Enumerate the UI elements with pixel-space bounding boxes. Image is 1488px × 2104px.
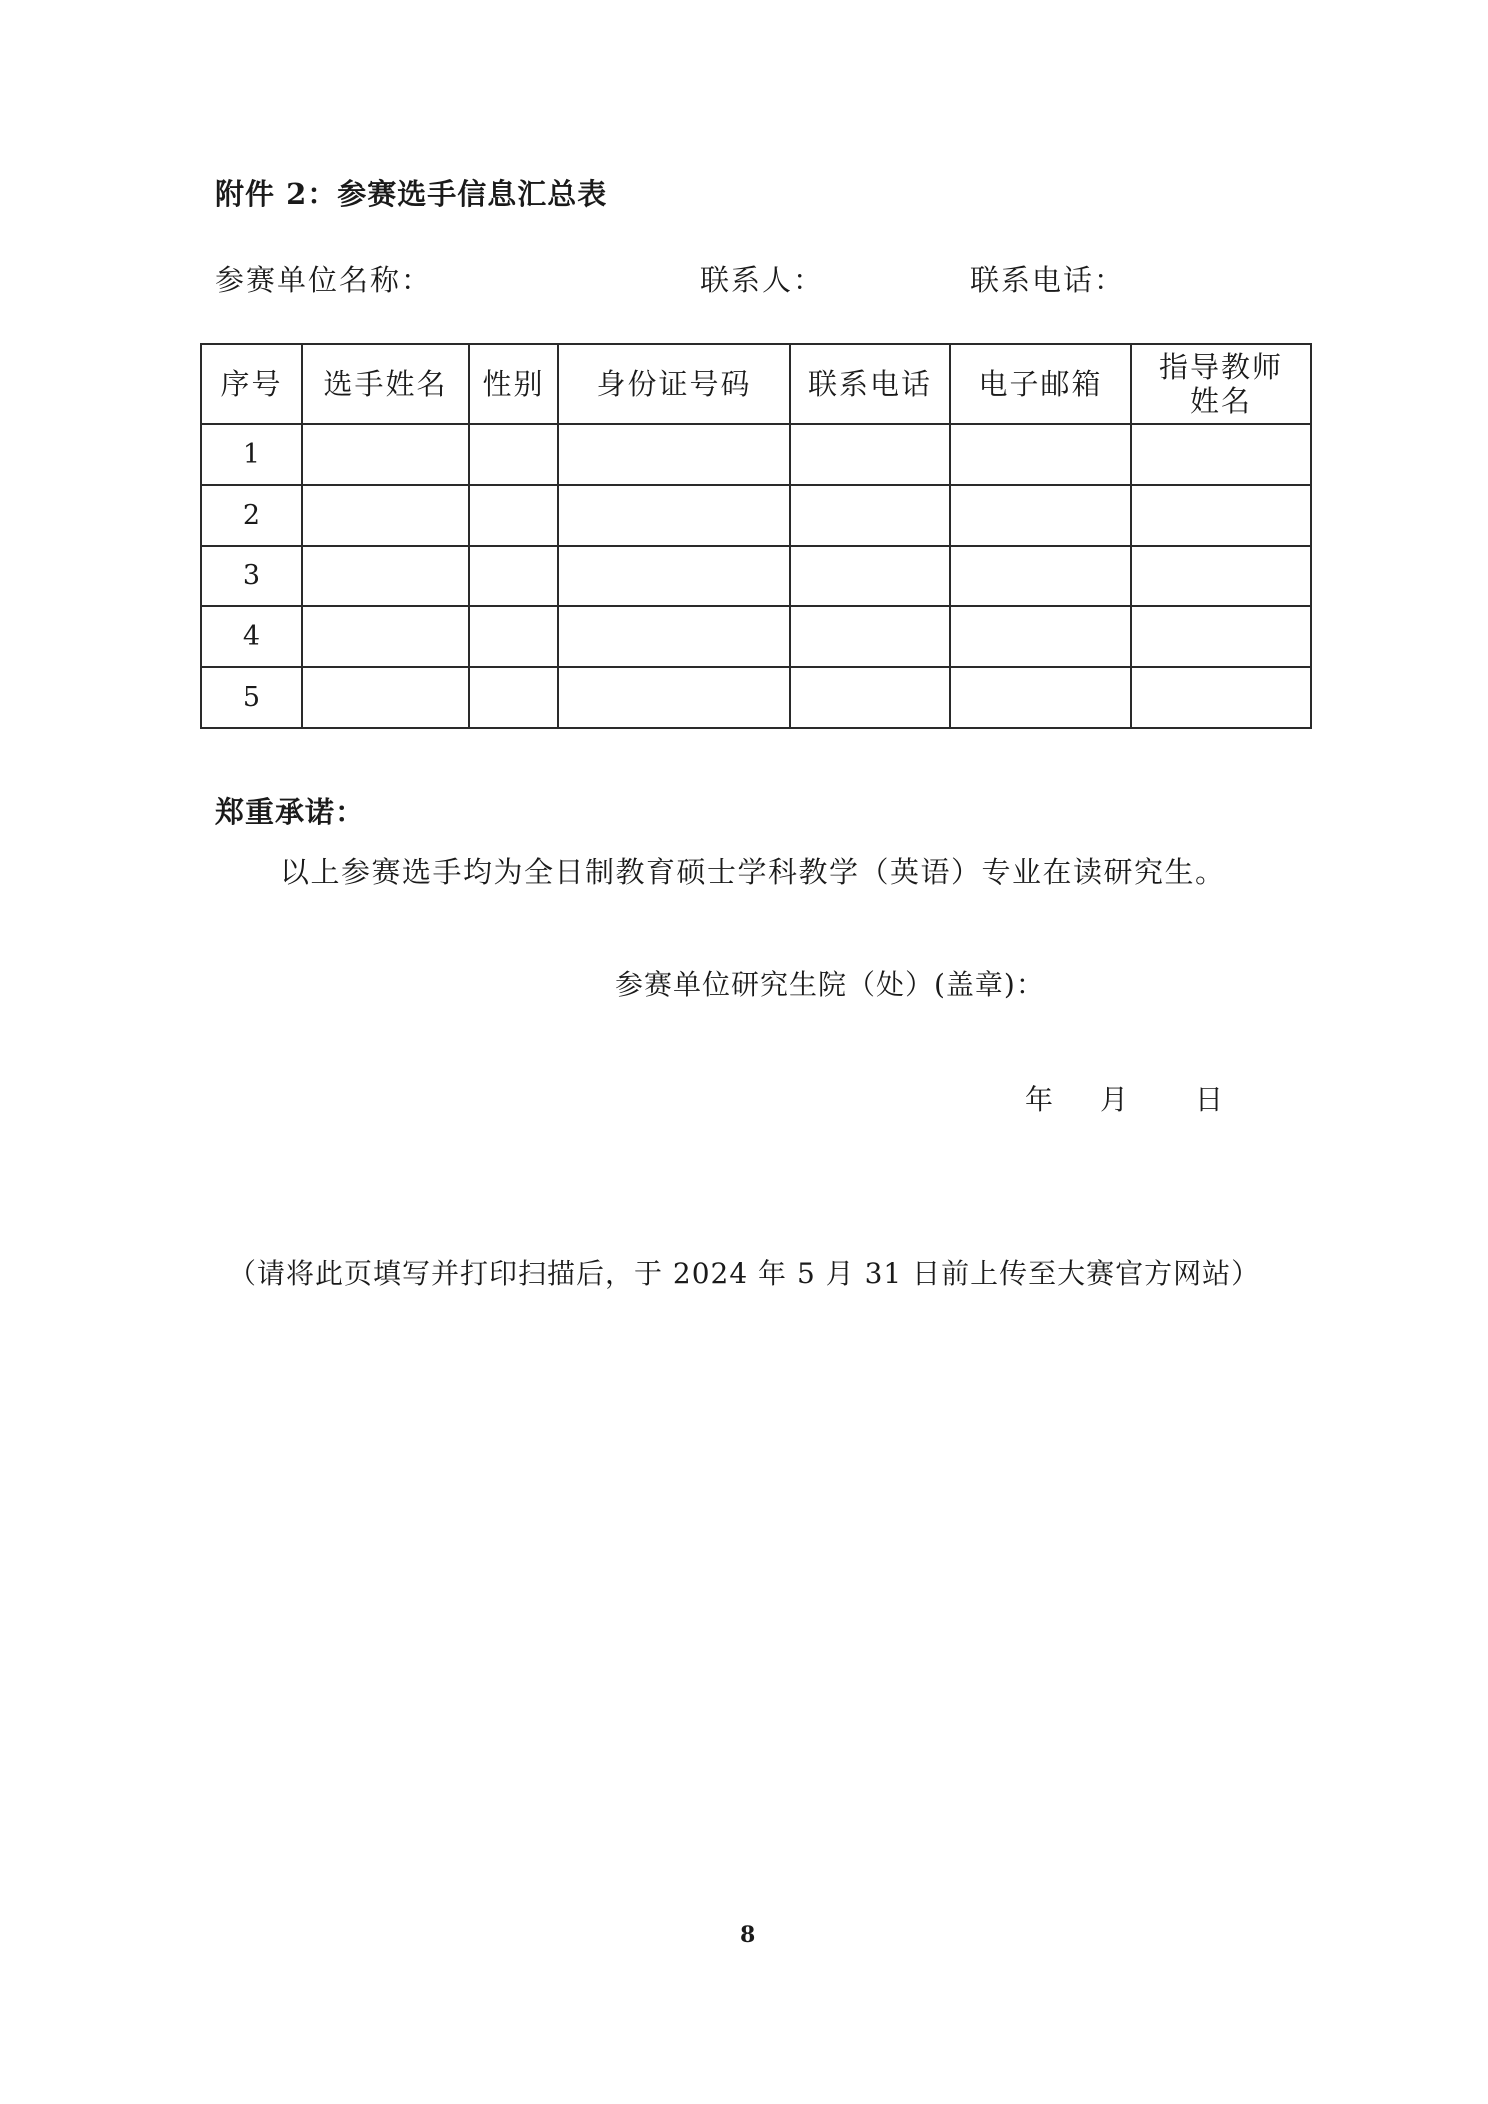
table-row <box>201 485 1311 546</box>
cell-advisor-name <box>1131 667 1311 728</box>
cell-phone <box>790 485 950 546</box>
row-number: 2 <box>201 485 302 546</box>
unit-name-label: 参赛单位名称： <box>215 263 433 297</box>
table-row <box>201 606 1311 667</box>
date-line <box>1025 1078 1223 1118</box>
cell-gender <box>469 667 558 728</box>
header-id-number: 身份证号码 <box>558 344 790 424</box>
table-row <box>201 424 1311 485</box>
cell-gender <box>469 546 558 607</box>
table-row <box>201 667 1311 728</box>
header-contestant-name: 选手姓名 <box>302 344 469 424</box>
cell-contestant-name <box>302 606 469 667</box>
cell-phone <box>790 546 950 607</box>
cell-id-number <box>558 485 790 546</box>
page-number: 8 <box>740 1922 756 1948</box>
contact-person-label: 联系人： <box>700 263 825 297</box>
contestant-table <box>200 343 1312 729</box>
header-phone: 联系电话 <box>790 344 950 424</box>
seal-line: 参赛单位研究生院（处）(盖章)： <box>615 968 1045 1001</box>
cell-phone <box>790 424 950 485</box>
page-title: 附件 2：参赛选手信息汇总表 <box>215 177 608 211</box>
cell-email <box>950 485 1131 546</box>
upload-note: （请将此页填写并打印扫描后，于 2024 年 5 月 31 日前上传至大赛官方网站） <box>228 1257 1261 1290</box>
cell-contestant-name <box>302 424 469 485</box>
header-serial-number: 序号 <box>201 344 302 424</box>
row-number: 5 <box>201 667 302 728</box>
table-row <box>201 546 1311 607</box>
cell-advisor-name <box>1131 424 1311 485</box>
cell-gender <box>469 606 558 667</box>
table-header-row <box>201 344 1311 424</box>
cell-phone <box>790 606 950 667</box>
cell-id-number <box>558 606 790 667</box>
cell-email <box>950 667 1131 728</box>
cell-email <box>950 424 1131 485</box>
cell-email <box>950 606 1131 667</box>
row-number: 4 <box>201 606 302 667</box>
cell-contestant-name <box>302 667 469 728</box>
row-number: 3 <box>201 546 302 607</box>
cell-id-number <box>558 667 790 728</box>
cell-advisor-name <box>1131 546 1311 607</box>
cell-gender <box>469 485 558 546</box>
cell-email <box>950 546 1131 607</box>
header-email: 电子邮箱 <box>950 344 1131 424</box>
cell-advisor-name <box>1131 606 1311 667</box>
cell-id-number <box>558 424 790 485</box>
cell-id-number <box>558 546 790 607</box>
cell-advisor-name <box>1131 485 1311 546</box>
contact-phone-label: 联系电话： <box>970 263 1126 297</box>
header-gender: 性别 <box>469 344 558 424</box>
date-month-label: 月 <box>1100 1083 1129 1116</box>
promise-statement: 以上参赛选手均为全日制教育硕士学科教学（英语）专业在读研究生。 <box>280 855 1226 889</box>
header-advisor-name: 指导教师 姓名 <box>1131 344 1311 424</box>
date-day-label: 日 <box>1195 1083 1224 1116</box>
cell-contestant-name <box>302 485 469 546</box>
cell-contestant-name <box>302 546 469 607</box>
row-number: 1 <box>201 424 302 485</box>
cell-phone <box>790 667 950 728</box>
date-year-label: 年 <box>1025 1083 1054 1116</box>
promise-heading: 郑重承诺： <box>215 795 366 829</box>
cell-gender <box>469 424 558 485</box>
